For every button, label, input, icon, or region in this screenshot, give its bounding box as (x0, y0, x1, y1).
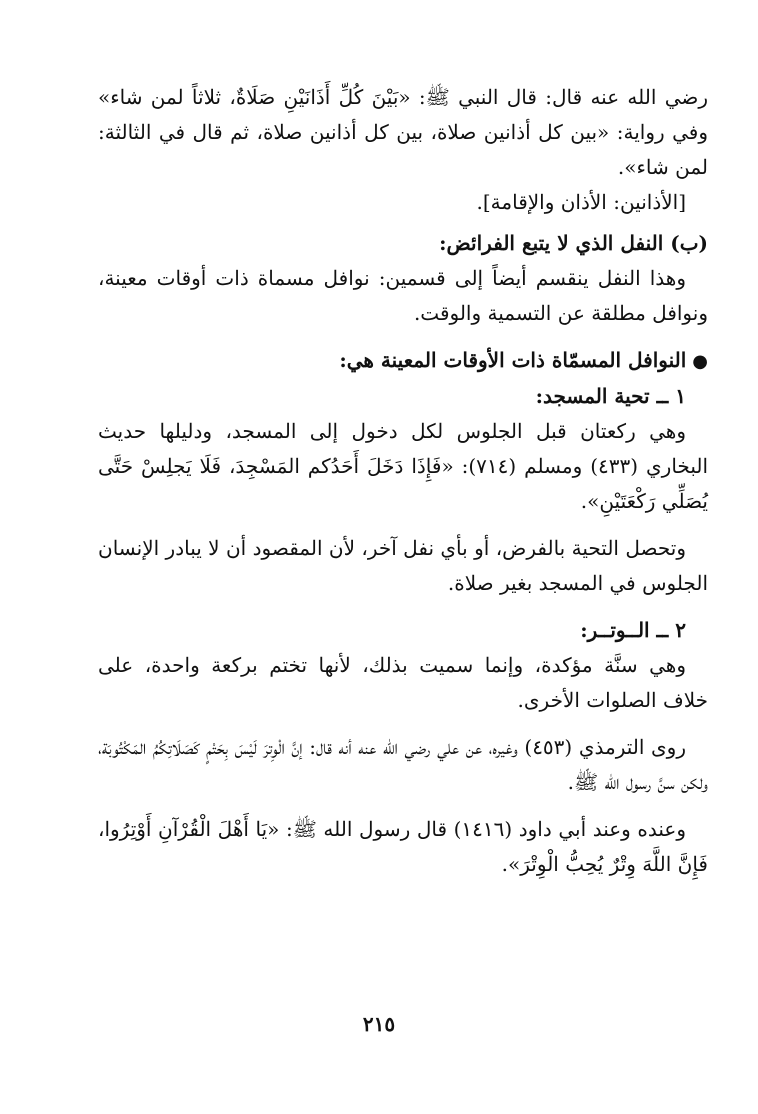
paragraph-witr-abu-dawud: وعنده وعند أبي داود (١٤١٦) قال رسول الله ﷺ: «يَا أَهْلَ الْقُرْآنِ أَوْتِرُوا، فَإِنَّ اللَّهَ وِتْرٌ يُحِبُّ الْوِتْرَ». (98, 817, 708, 876)
paragraph-nafl-division: وهذا النفل ينقسم أيضاً إلى قسمين: نوافل مسماة ذات أوقات معينة، ونوافل مطلقة عن التسمية والوقت. (98, 266, 708, 325)
page-body (98, 80, 708, 882)
paragraph-witr-tirmidhi: روى الترمذي (٤٥٣) وغيره، عن علي رضي الله عنه أنه قال: إنَّ الْوِترَ لَيْسَ بِحَتْمٍ كَصَلَاتِكُمُ المَكْتُوبَة، ولكن سنَّ رسول الله ﷺ. (98, 735, 708, 794)
paragraph-hadith-adhanain: رضي الله عنه قال: قال النبي ﷺ: «بَيْنَ كُلِّ أَذَانَيْنِ صَلَاةٌ، ثلاثاً لمن شاء» وفي رواية: «بين كل أذانين صلاة، بين كل أذانين صلاة، ثم قال في الثالثة: لمن شاء». (98, 85, 708, 179)
page-number: ٢١٥ (362, 1012, 396, 1036)
bullet-heading-text: النوافل المسمّاة ذات الأوقات المعينة هي: (339, 348, 687, 372)
paragraph-tahiyyat-fulfilment: وتحصل التحية بالفرض، أو بأي نفل آخر، لأن المقصود أن لا يبادر الإنسان الجلوس في المسجد بغير صلاة. (98, 536, 708, 595)
paragraph-tahiyyat-evidence: وهي ركعتان قبل الجلوس لكل دخول إلى المسجد، ودليلها حديث البخاري (٤٣٣) ومسلم (٧١٤): «فَإِذَا دَخَلَ أَحَدُكم المَسْجِدَ، فَلَا يَجلِسْ حَتَّى يُصَلِّي رَكْعَتَيْنِ». (98, 419, 709, 513)
paragraph-witr-definition: وهي سنَّة مؤكدة، وإنما سميت بذلك، لأنها تختم بركعة واحدة، على خلاف الصلوات الأخرى. (98, 653, 708, 712)
bullet-icon: ● (692, 351, 708, 372)
bullet-heading-named-nawafil (98, 343, 708, 379)
paragraph-adhanain-note: [الأذانين: الأذان والإقامة]. (476, 190, 686, 214)
section-heading-nafl: (ب) النفل الذي لا يتبع الفرائض: (439, 231, 708, 255)
subheading-witr: ٢ ــ الــوتــر: (580, 618, 686, 642)
subheading-tahiyyat-masjid: ١ ــ تحية المسجد: (535, 384, 686, 408)
